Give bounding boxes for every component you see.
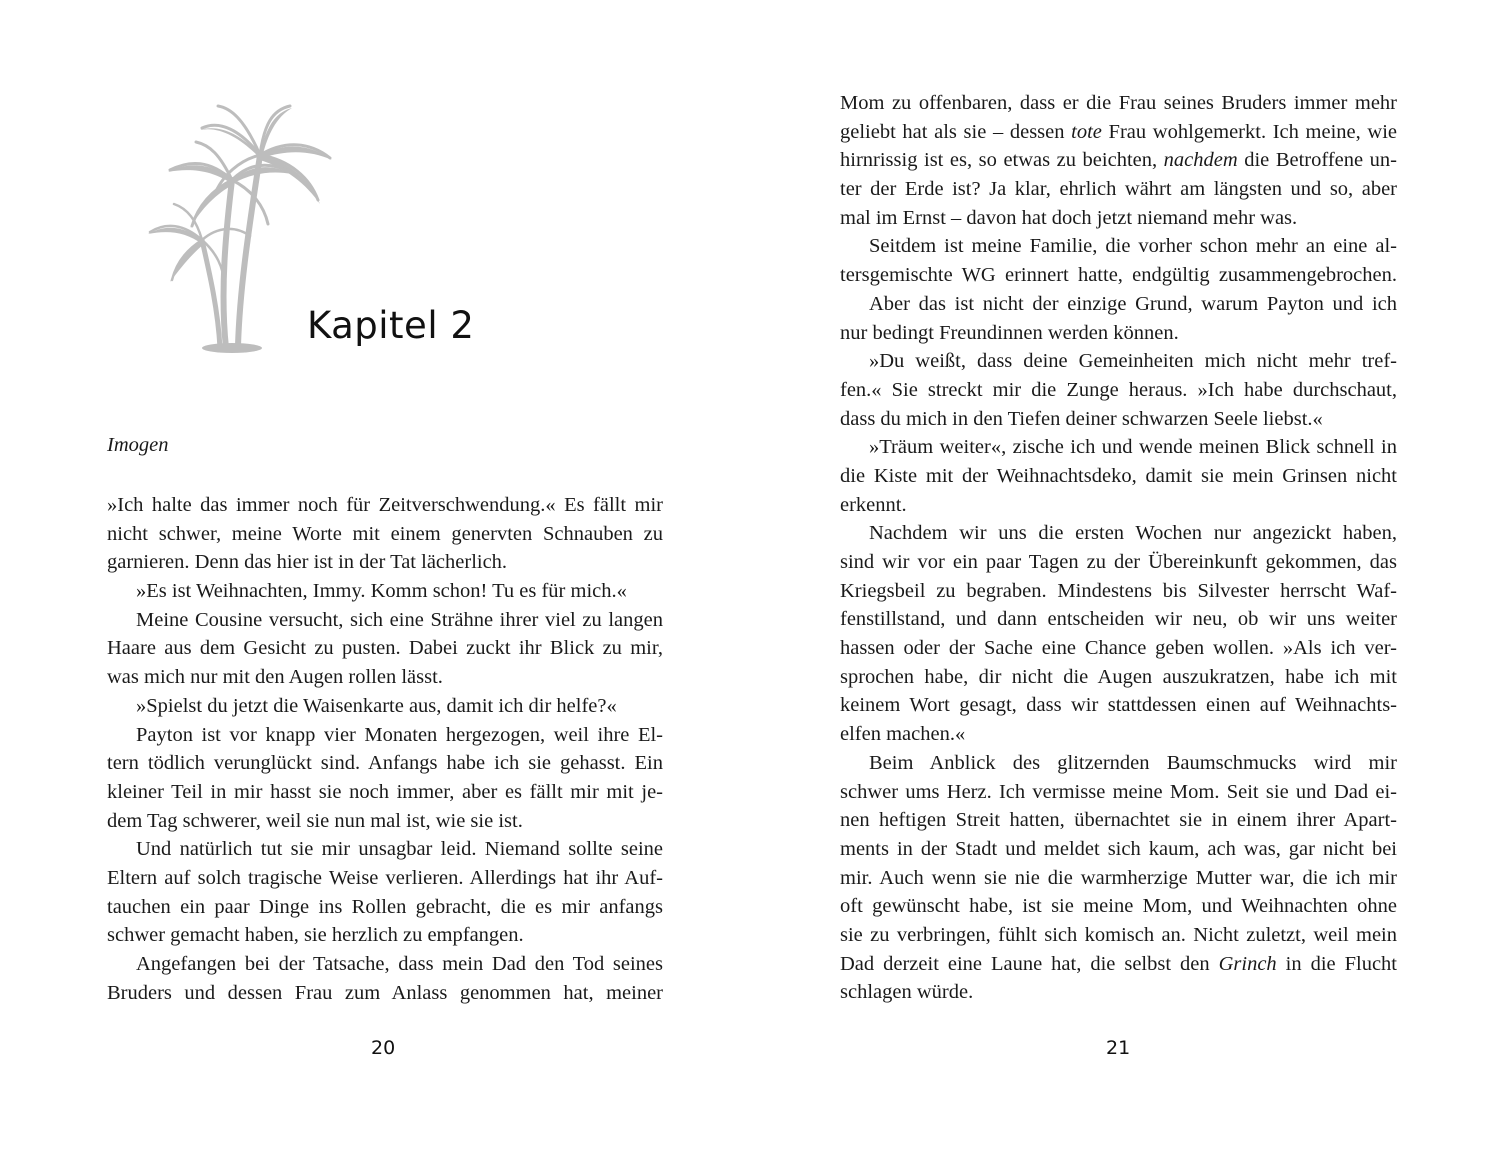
left-body-text xyxy=(107,491,663,1007)
text-line xyxy=(840,892,1397,921)
text-run: fen.« Sie streckt mir die Zunge heraus. »Ich habe durchschaut, xyxy=(840,378,1397,401)
text-line xyxy=(840,720,1397,749)
text-run: Meine Cousine versucht, sich eine Strähne ihrer viel zu langen xyxy=(136,608,663,631)
text-line xyxy=(840,921,1397,950)
text-line xyxy=(840,605,1397,634)
right-body-text xyxy=(840,89,1397,1007)
text-run: »Träum weiter«, zische ich und wende meinen Blick schnell in xyxy=(869,436,1397,459)
text-run: mal im Ernst – davon hat doch jetzt niemand mehr was. xyxy=(840,206,1298,229)
text-line xyxy=(840,89,1397,118)
text-line xyxy=(840,491,1397,520)
page-number-left: 20 xyxy=(371,1037,396,1059)
text-line xyxy=(840,319,1397,348)
text-line xyxy=(840,663,1397,692)
text-line xyxy=(840,261,1397,290)
text-run: Payton ist vor knapp vier Monaten hergezogen, weil ihre El- xyxy=(136,723,663,746)
text-line xyxy=(840,978,1397,1007)
text-run: Mom zu offenbaren, dass er die Frau seines Bruders immer mehr xyxy=(840,92,1397,114)
text-run: hirnrissig ist es, so etwas zu beichten, xyxy=(840,149,1164,172)
text-line xyxy=(107,807,663,836)
text-line xyxy=(107,893,663,922)
text-line xyxy=(840,835,1397,864)
text-line xyxy=(107,606,663,635)
chapter-title: Kapitel 2 xyxy=(307,304,475,347)
text-line xyxy=(107,548,663,577)
text-line xyxy=(107,864,663,893)
text-run: nur bedingt Freundinnen werden können. xyxy=(840,321,1179,344)
text-run: sind wir vor ein paar Tagen zu der Übereinkunft gekommen, das xyxy=(840,551,1397,573)
italic-text: nachdem xyxy=(1163,149,1238,172)
text-line xyxy=(840,577,1397,606)
text-run: Eltern auf solch tragische Weise verlieren. Allerdings hat ihr Auf- xyxy=(107,866,663,889)
text-line xyxy=(840,118,1397,147)
text-line xyxy=(107,721,663,750)
text-run: tauchen ein paar Dinge ins Rollen gebracht, die es mir anfangs xyxy=(107,895,663,918)
text-line xyxy=(107,520,663,549)
text-line xyxy=(840,634,1397,663)
text-line xyxy=(840,462,1397,491)
text-line xyxy=(840,519,1397,548)
text-run: schwer ums Herz. Ich vermisse meine Mom. Seit sie und Dad ei- xyxy=(840,780,1397,803)
text-line xyxy=(107,634,663,663)
text-run: nicht schwer, meine Worte mit einem genervten Schnauben zu xyxy=(107,522,663,545)
text-line xyxy=(840,433,1397,462)
narrator-name: Imogen xyxy=(107,434,169,456)
text-run: »Ich halte das immer noch für Zeitverschwendung.« Es fällt mir xyxy=(107,494,663,516)
text-run: Seitdem ist meine Familie, die vorher schon mehr an eine al- xyxy=(869,235,1397,258)
text-line xyxy=(840,864,1397,893)
text-run: mir. Auch wenn sie nie die warmherzige Mutter war, die ich mir xyxy=(840,866,1397,889)
text-line xyxy=(840,806,1397,835)
text-run: »Es ist Weihnachten, Immy. Komm schon! Tu es für mich.« xyxy=(136,580,627,603)
text-line xyxy=(840,204,1397,233)
text-run: Und natürlich tut sie mir unsagbar leid. Niemand sollte seine xyxy=(136,838,663,861)
text-run: die Betroffene un- xyxy=(1237,149,1397,172)
text-line xyxy=(107,692,663,721)
text-run: schlagen würde. xyxy=(840,981,974,1004)
italic-text: Grinch xyxy=(1218,952,1277,975)
text-run: Kriegsbeil zu begraben. Mindestens bis Silvester herrscht Waf- xyxy=(840,579,1397,602)
text-run: elfen machen.« xyxy=(840,723,966,746)
text-line xyxy=(840,691,1397,720)
text-run: ments in der Stadt und meldet sich kaum, ach was, gar nicht bei xyxy=(840,837,1397,860)
text-line xyxy=(107,577,663,606)
text-line xyxy=(107,979,663,1008)
text-line xyxy=(107,835,663,864)
text-line xyxy=(840,175,1397,204)
text-run: erkennt. xyxy=(840,493,907,516)
text-run: sie zu verbringen, fühlt sich komisch an. Nicht zuletzt, weil mein xyxy=(840,923,1397,946)
text-line xyxy=(107,921,663,950)
text-run: Nachdem wir uns die ersten Wochen nur angezickt haben, xyxy=(869,522,1397,545)
text-run: Aber das ist nicht der einzige Grund, warum Payton und ich xyxy=(869,292,1397,315)
text-run: keinem Wort gesagt, dass wir stattdessen einen auf Weihnachts- xyxy=(840,694,1397,717)
text-line xyxy=(840,749,1397,778)
text-run: oft gewünscht habe, ist sie meine Mom, und Weihnachten ohne xyxy=(840,895,1397,918)
text-run: was mich nur mit den Augen rollen lässt. xyxy=(107,666,443,689)
text-run: kleiner Teil in mir hasst sie noch immer, aber es fällt mir mit je- xyxy=(107,780,663,803)
text-run: dem Tag schwerer, weil sie nun mal ist, wie sie ist. xyxy=(107,809,523,832)
text-run: tern tödlich verunglückt sind. Anfangs habe ich sie gehasst. Ein xyxy=(107,752,663,775)
text-line xyxy=(840,146,1397,175)
text-run: Dad derzeit eine Laune hat, die selbst den xyxy=(840,952,1219,975)
text-run: hassen oder der Sache eine Chance geben wollen. »Als ich ver- xyxy=(840,637,1397,660)
text-run: Frau wohlgemerkt. Ich meine, wie xyxy=(1101,120,1397,143)
text-run: sprochen habe, dir nicht die Augen auszukratzen, habe ich mit xyxy=(840,665,1397,688)
text-run: ter der Erde ist? Ja klar, ehrlich währt am längsten und so, aber xyxy=(840,178,1397,201)
text-line xyxy=(840,778,1397,807)
text-line xyxy=(840,405,1397,434)
text-run: geliebt hat als sie – dessen xyxy=(840,120,1072,143)
text-run: garnieren. Denn das hier ist in der Tat lächerlich. xyxy=(107,551,508,574)
text-line xyxy=(840,347,1397,376)
text-run: fenstillstand, und dann entscheiden wir neu, ob wir uns weiter xyxy=(840,608,1397,631)
text-run: die Kiste mit der Weihnachtsdeko, damit sie mein Grinsen nicht xyxy=(840,464,1397,487)
page-number-right: 21 xyxy=(1106,1037,1131,1059)
text-line xyxy=(107,749,663,778)
text-line xyxy=(840,232,1397,261)
text-run: Beim Anblick des glitzernden Baumschmucks wird mir xyxy=(869,751,1397,774)
text-run: Bruders und dessen Frau zum Anlass genommen hat, meiner xyxy=(107,981,663,1004)
text-run: Angefangen bei der Tatsache, dass mein Dad den Tod seines xyxy=(136,953,663,975)
text-run: dass du mich in den Tiefen deiner schwarzen Seele liebst.« xyxy=(840,407,1323,430)
text-line xyxy=(840,548,1397,577)
text-line xyxy=(107,950,663,979)
text-line xyxy=(840,376,1397,405)
text-line xyxy=(107,778,663,807)
right-page xyxy=(750,0,1500,1153)
text-line xyxy=(107,663,663,692)
text-run: Haare aus dem Gesicht zu pusten. Dabei zuckt ihr Blick zu mir, xyxy=(107,637,663,660)
text-run: nen heftigen Streit hatten, übernachtet sie in einem ihrer Apart- xyxy=(840,809,1397,832)
text-line xyxy=(840,290,1397,319)
text-run: schwer gemacht haben, sie herzlich zu empfangen. xyxy=(107,924,524,947)
text-run: »Spielst du jetzt die Waisenkarte aus, damit ich dir helfe?« xyxy=(136,694,617,717)
italic-text: tote xyxy=(1071,120,1102,143)
text-line xyxy=(107,491,663,520)
text-run: »Du weißt, dass deine Gemeinheiten mich nicht mehr tref- xyxy=(869,350,1397,373)
text-run: tersgemischte WG erinnert hatte, endgültig zusammengebrochen. xyxy=(840,264,1397,287)
text-line xyxy=(840,950,1397,979)
text-run: in die Flucht xyxy=(1276,952,1397,975)
